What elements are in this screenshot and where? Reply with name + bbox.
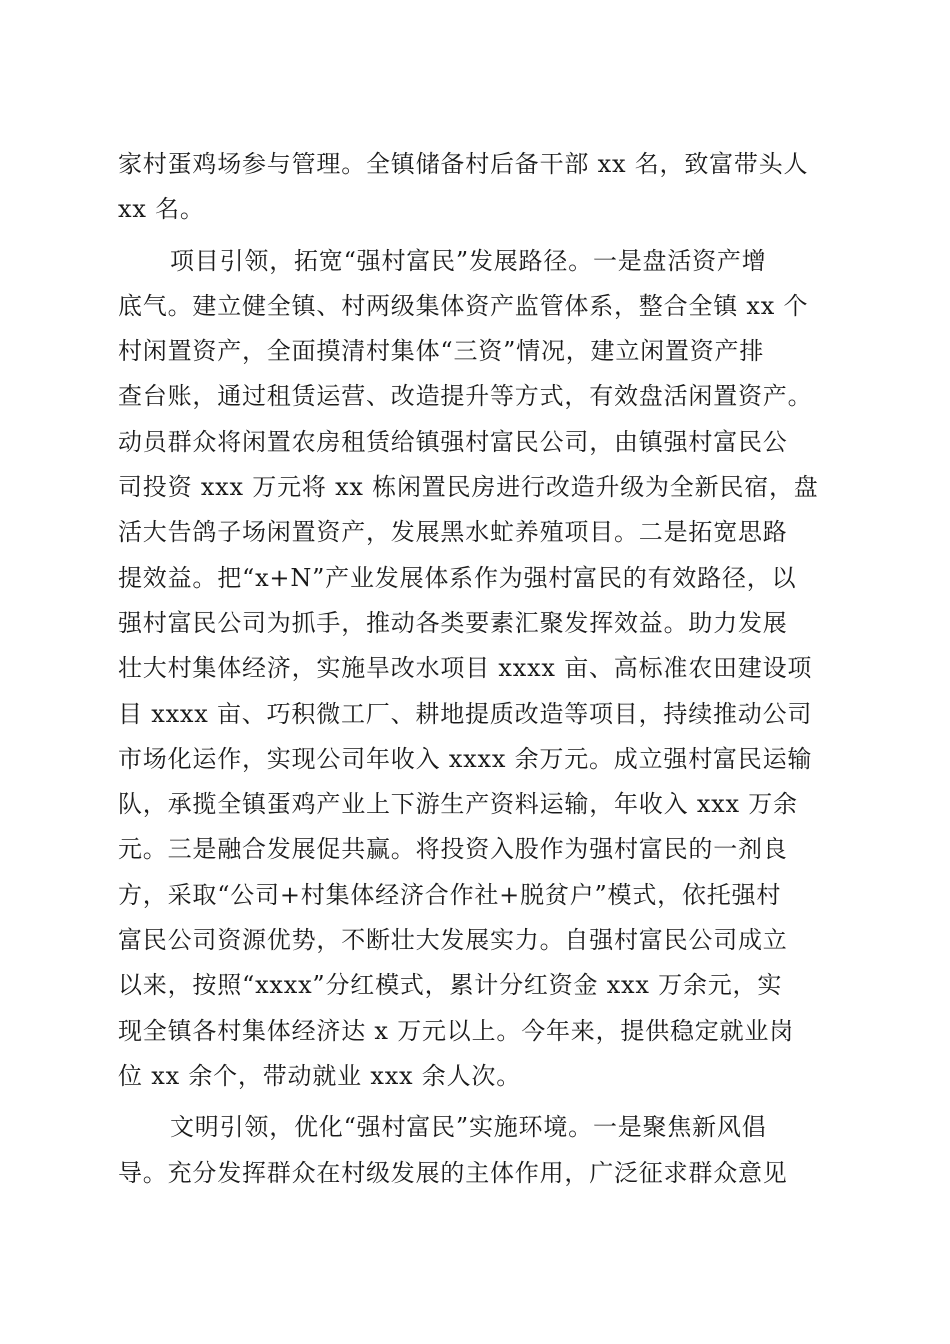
text-line: 队，承揽全镇蛋鸡产业上下游生产资料运输，年收入 xxx 万余 <box>118 790 798 819</box>
text-line: 方，采取“公司+村集体经济合作社+脱贫户”模式，依托强村 <box>118 880 782 909</box>
text-line: xx 名。 <box>118 195 205 224</box>
text-line: 富民公司资源优势，不断壮大发展实力。自强村富民公司成立 <box>118 926 788 955</box>
text-line: 以来，按照“xxxx”分红模式，累计分红资金 xxx 万余元，实 <box>118 971 783 1000</box>
text-line: 项目引领，拓宽“强村富民”发展路径。一是盘活资产增 <box>170 246 767 275</box>
text-line: 壮大村集体经济，实施旱改水项目 xxxx 亩、高标准农田建设项 <box>118 654 813 683</box>
text-line: 目 xxxx 亩、巧积微工厂、耕地提质改造等项目，持续推动公司 <box>118 699 813 728</box>
paragraph-project-leading <box>118 239 838 1100</box>
text-line: 市场化运作，实现公司年收入 xxxx 余万元。成立强村富民运输 <box>118 744 813 773</box>
text-line: 村闲置资产，全面摸清村集体“三资”情况，建立闲置资产排 <box>118 337 765 366</box>
text-line: 底气。建立健全镇、村两级集体资产监管体系，整合全镇 xx 个 <box>118 291 809 320</box>
text-line: 活大告鸽子场闲置资产，发展黑水虻养殖项目。二是拓宽思路 <box>118 518 788 547</box>
text-line: 文明引领，优化“强村富民”实施环境。一是聚焦新风倡 <box>170 1113 767 1142</box>
paragraph-continuation <box>118 142 838 233</box>
body-text <box>118 142 838 1196</box>
text-line: 查台账，通过租赁运营、改造提升等方式，有效盘活闲置资产。 <box>118 382 813 411</box>
paragraph-civilization-leading <box>118 1105 838 1196</box>
text-line: 家村蛋鸡场参与管理。全镇储备村后备干部 xx 名，致富带头人 <box>118 150 809 178</box>
text-line: 提效益。把“x+N”产业发展体系作为强村富民的有效路径，以 <box>118 563 797 592</box>
text-line: 位 xx 余个，带动就业 xxx 余人次。 <box>118 1061 521 1090</box>
text-line: 动员群众将闲置农房租赁给镇强村富民公司，由镇强村富民公 <box>118 427 788 456</box>
text-line: 现全镇各村集体经济达 x 万元以上。今年来，提供稳定就业岗 <box>118 1016 794 1045</box>
text-line: 强村富民公司为抓手，推动各类要素汇聚发挥效益。助力发展 <box>118 608 788 637</box>
text-line: 导。充分发挥群众在村级发展的主体作用，广泛征求群众意见 <box>118 1158 788 1187</box>
text-line: 司投资 xxx 万元将 xx 栋闲置民房进行改造升级为全新民宿，盘 <box>118 473 819 502</box>
text-line: 元。三是融合发展促共赢。将投资入股作为强村富民的一剂良 <box>118 835 788 864</box>
